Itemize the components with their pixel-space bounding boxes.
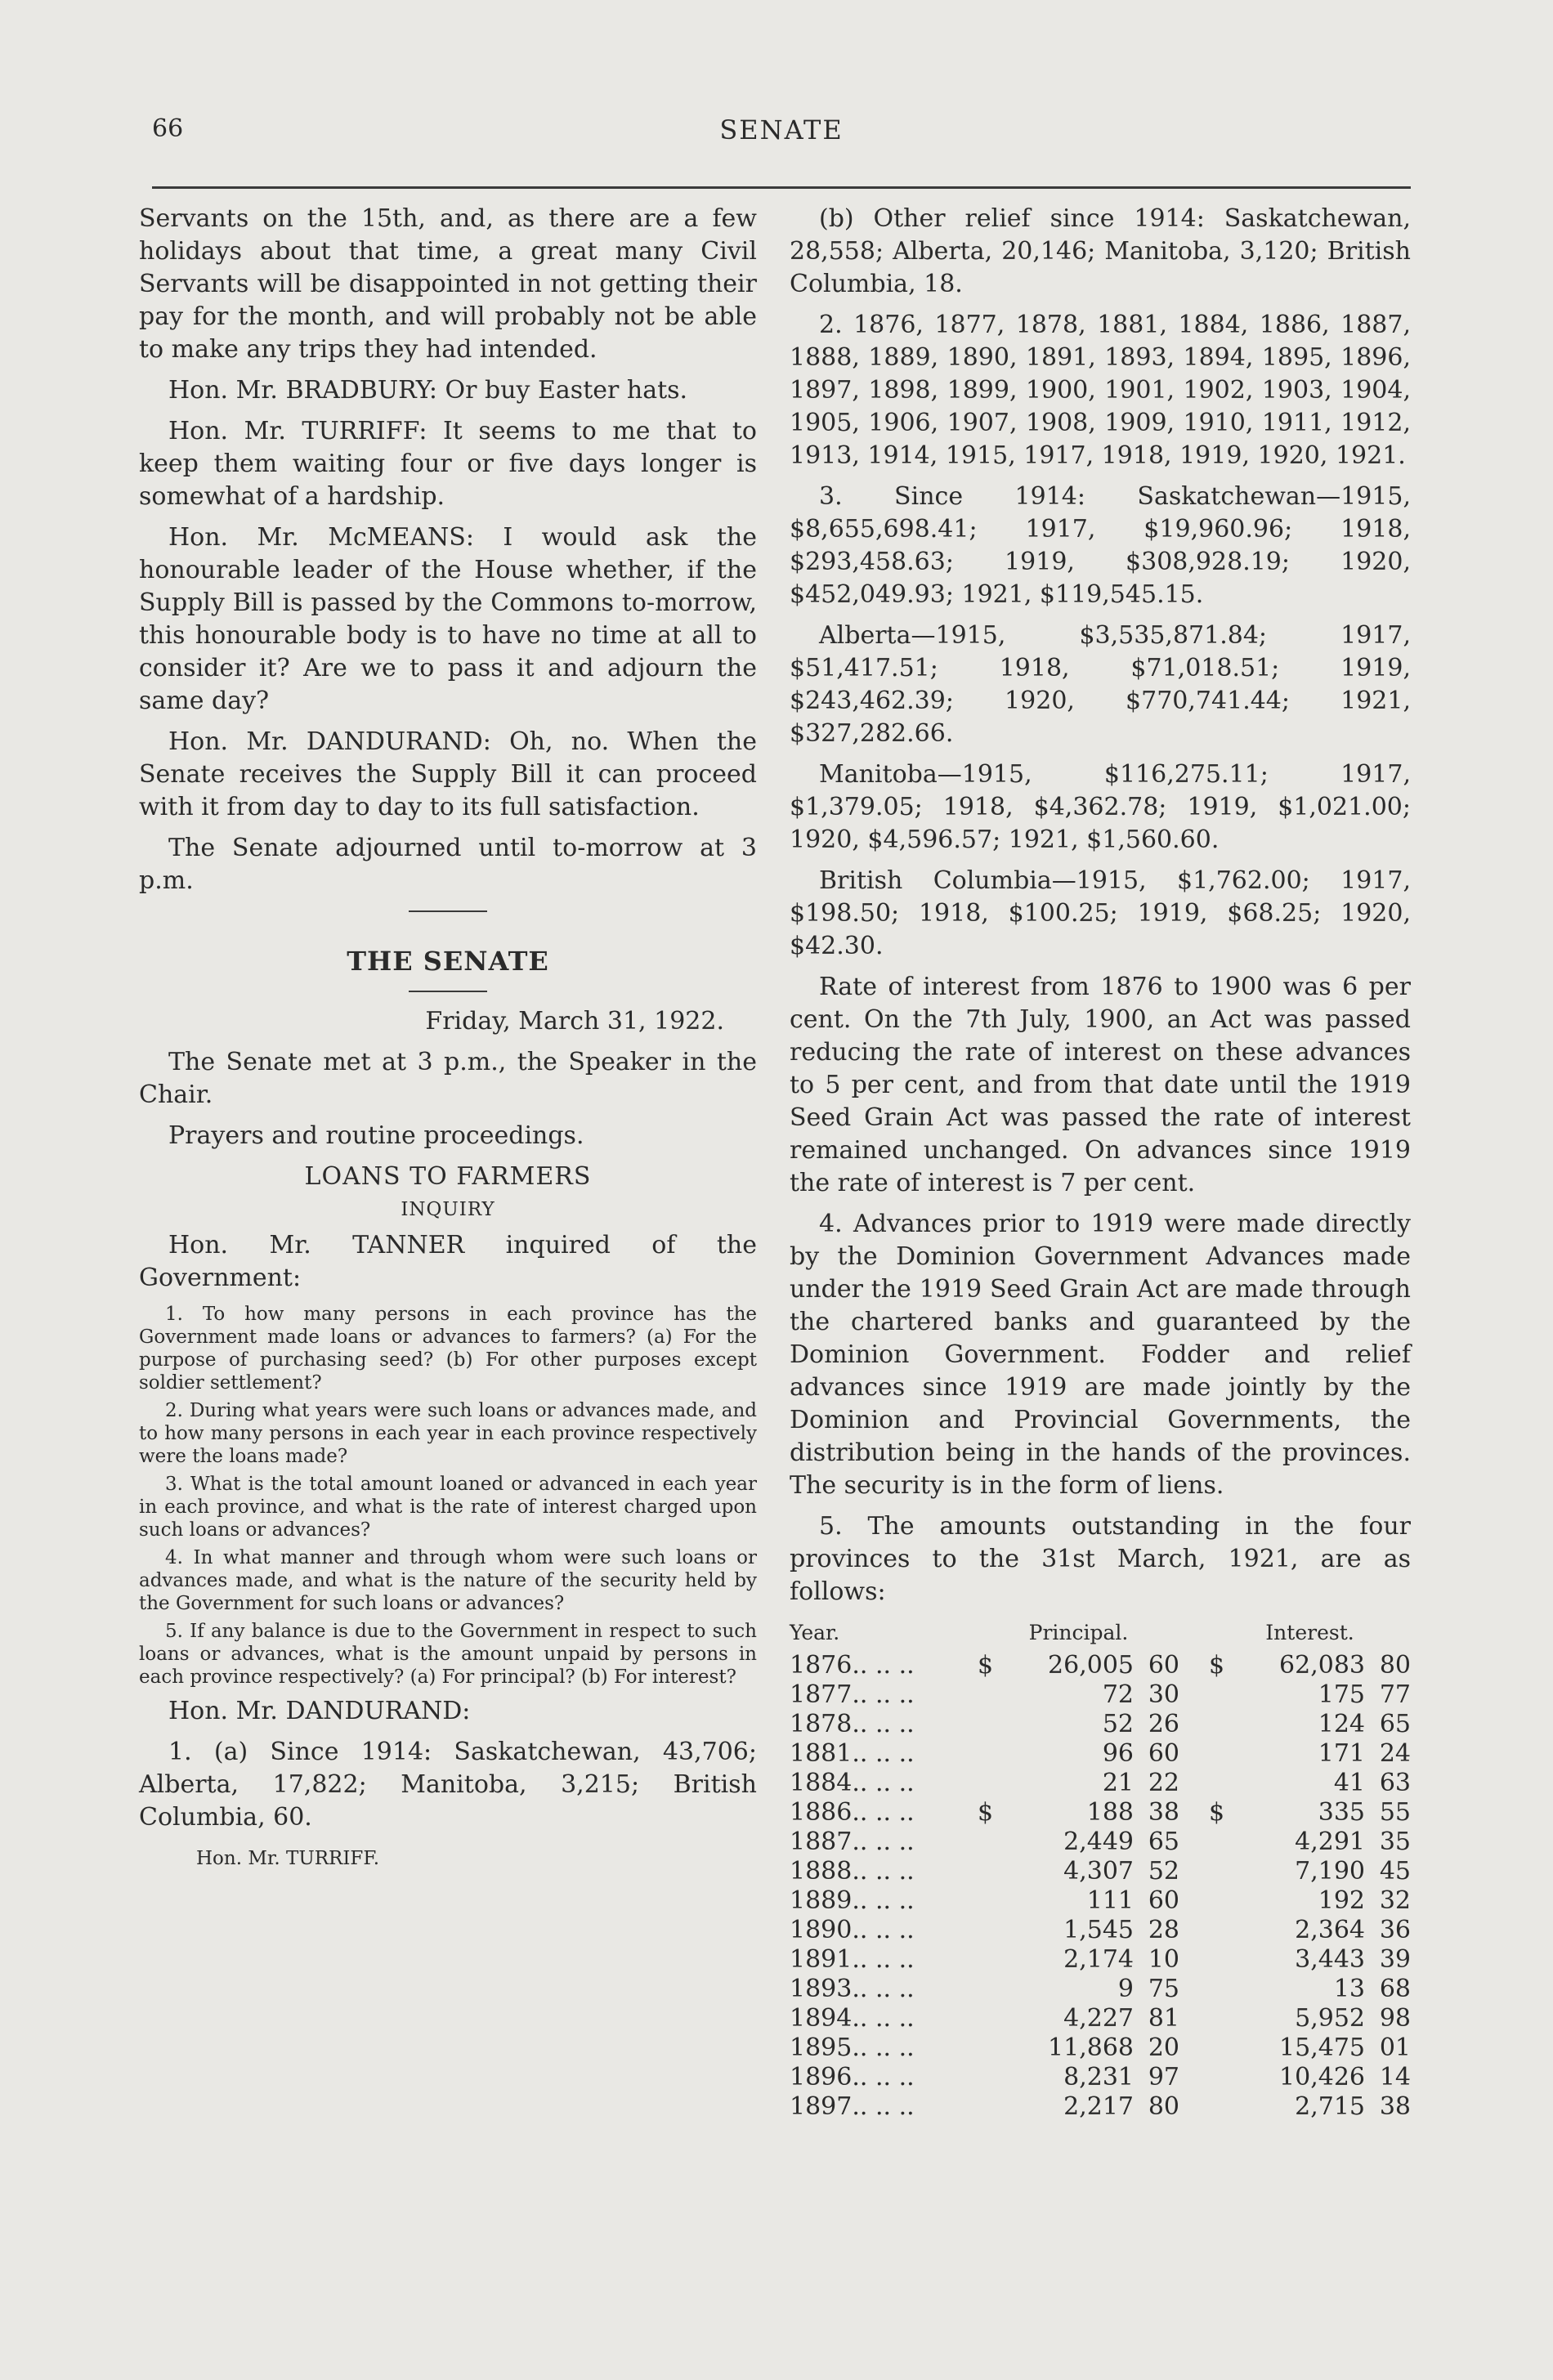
table-row <box>790 1651 1411 1680</box>
cell-year: 1890.. .. .. <box>790 1916 915 1944</box>
cell-principal-cents: 60 <box>1148 1886 1179 1915</box>
cell-interest: 175 <box>1318 1680 1365 1709</box>
heading-loans: LOANS TO FARMERS <box>304 1162 592 1191</box>
paragraph: 4. Advances prior to 1919 were made directly by the Dominion Government Advances made under the 1919 Seed Grain Act are made through the chartered banks and guaranteed by the Dominion Government. Fodder and relief advances since 1919 are made jointly by the Dominion and Provincial Governments, the distribution being in the hands of the provinces. The security is in the form of liens. <box>790 1210 1411 1500</box>
cell-principal-dollar <box>978 1739 1010 1769</box>
cell-principal: 1,545 <box>1063 1916 1134 1944</box>
table-row <box>790 1945 1411 1975</box>
cell-principal-dollar: $ <box>978 1651 994 1680</box>
paragraph: 3. Since 1914: Saskatchewan—1915, $8,655,698.41; 1917, $19,960.96; 1918, $293,458.63; 1919, $308,928.19; 1920, $452,049.93; 1921, $119,545.15. <box>790 482 1411 609</box>
cell-interest-dollar <box>1209 1857 1242 1886</box>
cell-year: 1893.. .. .. <box>790 1975 915 2003</box>
cell-year: 1895.. .. .. <box>790 2033 915 2062</box>
cell-principal: 111 <box>1086 1886 1134 1915</box>
table-row <box>790 1769 1411 1798</box>
cell-interest-cents: 01 <box>1379 2033 1411 2062</box>
right-column <box>790 203 1411 2122</box>
cell-interest: 4,291 <box>1295 1828 1365 1856</box>
cell-interest-dollar <box>1209 1945 1242 1975</box>
cell-principal-dollar <box>978 2004 1010 2033</box>
cell-interest-dollar <box>1209 2092 1242 2122</box>
cell-principal-dollar <box>978 1710 1010 1739</box>
cell-principal-dollar <box>978 1857 1010 1886</box>
cell-principal: 4,227 <box>1063 2004 1134 2033</box>
cell-principal: 188 <box>1086 1798 1134 1827</box>
cell-year: 1888.. .. .. <box>790 1857 915 1886</box>
cell-principal: 2,217 <box>1063 2092 1134 2121</box>
cell-principal-dollar <box>978 1975 1010 2004</box>
cell-interest-cents: 68 <box>1379 1975 1411 2003</box>
question: 4. In what manner and through whom were such loans or advances made, and what is the nature of the security held by the Government for such loans or advances? <box>139 1547 757 1614</box>
cell-interest-cents: 63 <box>1379 1769 1411 1797</box>
cell-interest: 41 <box>1333 1769 1365 1797</box>
cell-principal-cents: 65 <box>1148 1828 1179 1856</box>
cell-interest-dollar <box>1209 2004 1242 2033</box>
cell-principal-dollar <box>978 1769 1010 1798</box>
cell-interest: 2,715 <box>1295 2092 1365 2121</box>
cell-interest: 3,443 <box>1295 1945 1365 1974</box>
cell-principal: 21 <box>1102 1769 1134 1797</box>
cell-interest-dollar: $ <box>1209 1798 1225 1827</box>
table-row <box>790 1828 1411 1857</box>
table-row <box>790 1916 1411 1945</box>
cell-principal-dollar <box>978 2092 1010 2122</box>
cell-principal-cents: 20 <box>1148 2033 1179 2062</box>
question: 5. If any balance is due to the Government in respect to such loans or advances, what is the amount unpaid by persons in each province respectively? (a) For principal? (b) For interest? <box>139 1621 757 1688</box>
cell-principal: 96 <box>1102 1739 1134 1768</box>
cell-interest: 62,083 <box>1279 1651 1365 1680</box>
cell-principal-dollar <box>978 2033 1010 2063</box>
running-head: SENATE <box>719 114 844 145</box>
paragraph: Prayers and routine proceedings. <box>168 1121 584 1150</box>
cell-interest-cents: 39 <box>1379 1945 1411 1974</box>
page-number: 66 <box>152 114 184 143</box>
subheading-inquiry: INQUIRY <box>401 1199 495 1220</box>
cell-year: 1876.. .. .. <box>790 1651 915 1680</box>
cell-principal: 26,005 <box>1048 1651 1134 1680</box>
cell-year: 1891.. .. .. <box>790 1945 915 1974</box>
cell-interest-cents: 14 <box>1379 2063 1411 2091</box>
cell-interest-dollar <box>1209 1916 1242 1945</box>
cell-interest-cents: 36 <box>1379 1916 1411 1944</box>
cell-interest-cents: 77 <box>1379 1680 1411 1709</box>
paragraph: Hon. Mr. DANDURAND: <box>168 1697 471 1725</box>
paragraph: Hon. Mr. BRADBURY: Or buy Easter hats. <box>168 376 688 405</box>
cell-interest-cents: 35 <box>1379 1828 1411 1856</box>
cell-year: 1896.. .. .. <box>790 2063 915 2091</box>
cell-principal: 72 <box>1102 1680 1134 1709</box>
cell-principal-cents: 75 <box>1148 1975 1179 2003</box>
cell-principal-dollar <box>978 1945 1010 1975</box>
cell-interest-dollar <box>1209 1828 1242 1857</box>
paragraph: Hon. Mr. TURRIFF: It seems to me that to keep them waiting four or five days longer is somewhat of a hardship. <box>139 417 757 511</box>
cell-interest-cents: 24 <box>1379 1739 1411 1768</box>
paragraph: Hon. Mr. McMEANS: I would ask the honourable leader of the House whether, if the Supply Bill is passed by the Commons to-morrow, this honourable body is to have no time at all to consider it? Are we to pass it and adjourn the same day? <box>139 523 757 715</box>
cell-principal: 2,449 <box>1063 1828 1134 1856</box>
cell-interest-cents: 98 <box>1379 2004 1411 2033</box>
cell-principal-cents: 22 <box>1148 1769 1179 1797</box>
amounts-table <box>790 1618 1411 2122</box>
cell-principal-cents: 80 <box>1148 2092 1179 2121</box>
page-header <box>152 114 1411 155</box>
table-row <box>790 1680 1411 1710</box>
paragraph: Manitoba—1915, $116,275.11; 1917, $1,379.05; 1918, $4,362.78; 1919, $1,021.00; 1920, $4,596.57; 1921, $1,560.60. <box>790 760 1411 854</box>
cell-principal-dollar <box>978 1828 1010 1857</box>
cell-principal-cents: 28 <box>1148 1916 1179 1944</box>
cell-interest: 2,364 <box>1295 1916 1365 1944</box>
cell-interest: 171 <box>1318 1739 1365 1768</box>
cell-interest: 5,952 <box>1295 2004 1365 2033</box>
question: 3. What is the total amount loaned or advanced in each year in each province, and what is the rate of interest charged upon such loans or advances? <box>139 1474 757 1541</box>
cell-interest: 124 <box>1318 1710 1365 1738</box>
cell-year: 1887.. .. .. <box>790 1828 915 1856</box>
table-row <box>790 2004 1411 2033</box>
cell-year: 1894.. .. .. <box>790 2004 915 2033</box>
cell-interest-dollar <box>1209 2063 1242 2092</box>
paragraph: British Columbia—1915, $1,762.00; 1917, $198.50; 1918, $100.25; 1919, $68.25; 1920, $42.30. <box>790 866 1411 960</box>
cell-interest-cents: 55 <box>1379 1798 1411 1827</box>
cell-principal: 4,307 <box>1063 1857 1134 1886</box>
table-row <box>790 1710 1411 1739</box>
left-column <box>139 203 757 1875</box>
header-year: Year. <box>790 1621 840 1644</box>
cell-interest-cents: 80 <box>1379 1651 1411 1680</box>
table-header-row <box>790 1618 1411 1651</box>
cell-year: 1889.. .. .. <box>790 1886 915 1915</box>
paragraph: (b) Other relief since 1914: Saskatchewan, 28,558; Alberta, 20,146; Manitoba, 3,120; British Columbia, 18. <box>790 204 1411 298</box>
cell-interest-dollar <box>1209 1975 1242 2004</box>
cell-interest-dollar <box>1209 1710 1242 1739</box>
cell-principal: 2,174 <box>1063 1945 1134 1974</box>
table-row <box>790 1857 1411 1886</box>
cell-interest-cents: 65 <box>1379 1710 1411 1738</box>
section-divider <box>409 910 487 912</box>
cell-principal-cents: 97 <box>1148 2063 1179 2091</box>
cell-principal-cents: 52 <box>1148 1857 1179 1886</box>
date-line: Friday, March 31, 1922. <box>425 1007 724 1036</box>
cell-year: 1878.. .. .. <box>790 1710 915 1738</box>
paragraph: Rate of interest from 1876 to 1900 was 6 per cent. On the 7th July, 1900, an Act was passed reducing the rate of interest on these advances to 5 per cent, and from that date until the 1919 Seed Grain Act was passed the rate of interest remained unchanged. On advances since 1919 the rate of interest is 7 per cent. <box>790 973 1411 1197</box>
table-row <box>790 1739 1411 1769</box>
cell-principal-dollar <box>978 1916 1010 1945</box>
cell-interest: 15,475 <box>1279 2033 1365 2062</box>
cell-principal: 11,868 <box>1048 2033 1134 2062</box>
cell-interest: 10,426 <box>1279 2063 1365 2091</box>
paragraph: The Senate adjourned until to-morrow at 3 p.m. <box>139 834 757 895</box>
cell-interest-cents: 45 <box>1379 1857 1411 1886</box>
table-row <box>790 1975 1411 2004</box>
cell-principal-cents: 60 <box>1148 1739 1179 1768</box>
cell-interest-dollar <box>1209 1769 1242 1798</box>
cell-principal: 8,231 <box>1063 2063 1134 2091</box>
paragraph: Servants on the 15th, and, as there are a few holidays about that time, a great many Civil Servants will be disappointed in not getting their pay for the month, and will probably not be able to make any trips they had intended. <box>139 204 757 364</box>
cell-principal-dollar <box>978 1886 1010 1916</box>
header-interest: Interest. <box>1265 1621 1354 1644</box>
table-row <box>790 2033 1411 2063</box>
footer-name: Hon. Mr. TURRIFF. <box>196 1848 380 1869</box>
table-row <box>790 2092 1411 2122</box>
header-rule <box>152 186 1411 189</box>
cell-principal-cents: 30 <box>1148 1680 1179 1709</box>
cell-principal-cents: 60 <box>1148 1651 1179 1680</box>
cell-principal-cents: 38 <box>1148 1798 1179 1827</box>
cell-interest-dollar <box>1209 1680 1242 1710</box>
header-principal: Principal. <box>1028 1621 1129 1644</box>
paragraph: Hon. Mr. DANDURAND: Oh, no. When the Senate receives the Supply Bill it can proceed with it from day to day to its full satisfaction. <box>139 727 757 821</box>
paragraph: Alberta—1915, $3,535,871.84; 1917, $51,417.51; 1918, $71,018.51; 1919, $243,462.39; 1920, $770,741.44; 1921, $327,282.66. <box>790 621 1411 748</box>
cell-interest: 13 <box>1333 1975 1365 2003</box>
cell-principal-dollar: $ <box>978 1798 994 1827</box>
table-row <box>790 1886 1411 1916</box>
cell-interest: 7,190 <box>1295 1857 1365 1886</box>
question: 1. To how many persons in each province has the Government made loans or advances to farmers? (a) For the purpose of purchasing seed? (b) For other purposes except soldier settlement? <box>139 1304 757 1394</box>
table-row <box>790 2063 1411 2092</box>
cell-principal-dollar <box>978 1680 1010 1710</box>
cell-principal-cents: 26 <box>1148 1710 1179 1738</box>
cell-principal: 9 <box>1117 1975 1134 2003</box>
cell-interest-cents: 38 <box>1379 2092 1411 2121</box>
question: 2. During what years were such loans or advances made, and to how many persons in each year in each province respectively were the loans made? <box>139 1400 757 1467</box>
section-divider <box>409 991 487 992</box>
cell-principal: 52 <box>1102 1710 1134 1738</box>
cell-interest: 192 <box>1318 1886 1365 1915</box>
cell-interest: 335 <box>1318 1798 1365 1827</box>
cell-interest-dollar: $ <box>1209 1651 1225 1680</box>
cell-year: 1877.. .. .. <box>790 1680 915 1709</box>
cell-interest-cents: 32 <box>1379 1886 1411 1915</box>
cell-principal-cents: 81 <box>1148 2004 1179 2033</box>
table-row <box>790 1798 1411 1828</box>
cell-year: 1886.. .. .. <box>790 1798 915 1827</box>
cell-interest-dollar <box>1209 2033 1242 2063</box>
paragraph: 1. (a) Since 1914: Saskatchewan, 43,706; Alberta, 17,822; Manitoba, 3,215; British Columbia, 60. <box>139 1738 757 1832</box>
section-title: THE SENATE <box>347 946 549 977</box>
cell-interest-dollar <box>1209 1739 1242 1769</box>
paragraph: 2. 1876, 1877, 1878, 1881, 1884, 1886, 1887, 1888, 1889, 1890, 1891, 1893, 1894, 1895, 1896, 1897, 1898, 1899, 1900, 1901, 1902, 1903, 1904, 1905, 1906, 1907, 1908, 1909, 1910, 1911, 1912, 1913, 1914, 1915, 1917, 1918, 1919, 1920, 1921. <box>790 311 1411 470</box>
cell-interest-dollar <box>1209 1886 1242 1916</box>
cell-principal-dollar <box>978 2063 1010 2092</box>
cell-year: 1897.. .. .. <box>790 2092 915 2121</box>
paragraph: 5. The amounts outstanding in the four provinces to the 31st March, 1921, are as follows: <box>790 1512 1411 1606</box>
cell-year: 1884.. .. .. <box>790 1769 915 1797</box>
paragraph: Hon. Mr. TANNER inquired of the Government: <box>139 1231 757 1292</box>
paragraph: The Senate met at 3 p.m., the Speaker in the Chair. <box>139 1048 757 1109</box>
cell-year: 1881.. .. .. <box>790 1739 915 1768</box>
cell-principal-cents: 10 <box>1148 1945 1179 1974</box>
